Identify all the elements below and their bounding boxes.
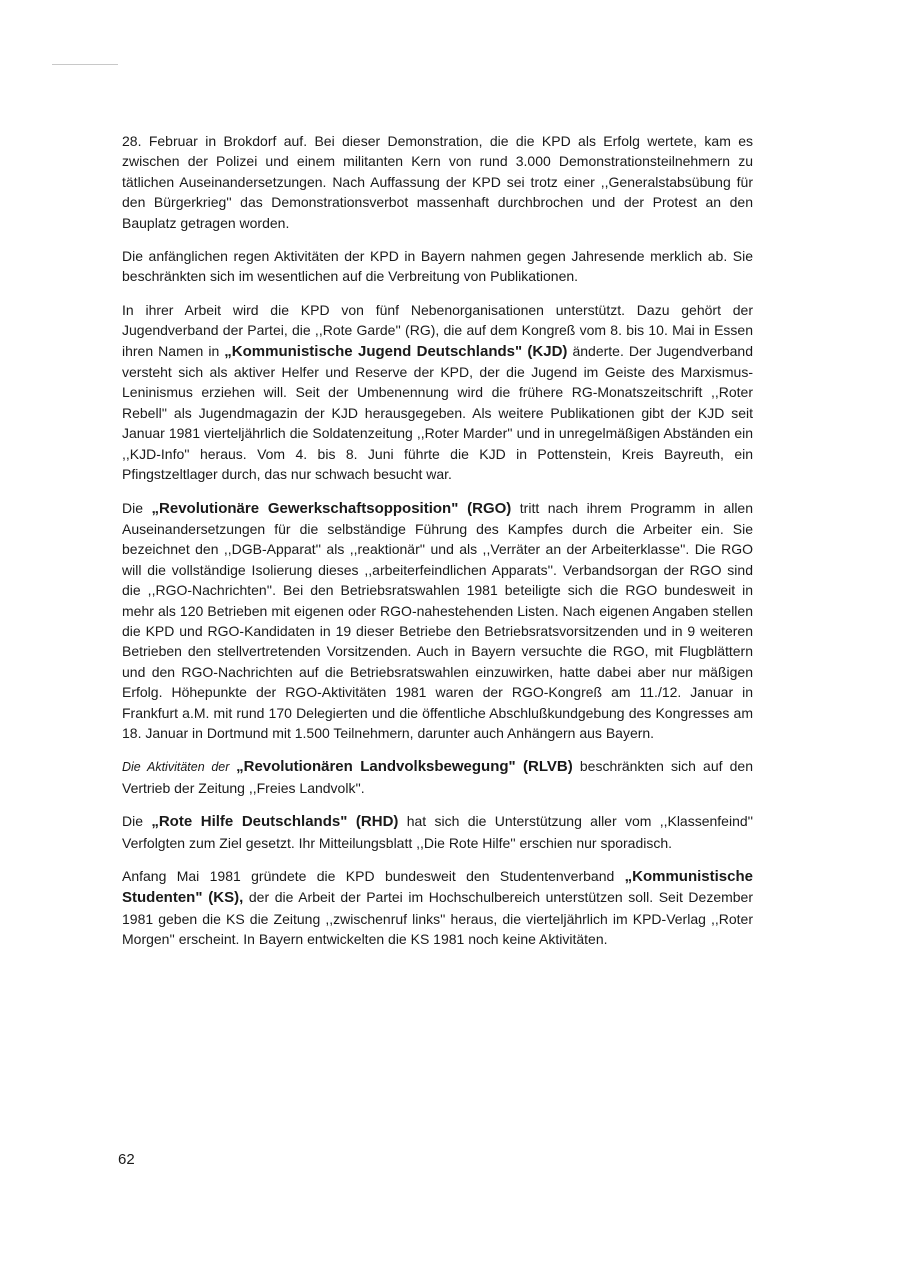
- paragraph-text: Die anfänglichen regen Aktivitäten der KPD in Bayern nahmen gegen Jahresende merklich ab. Sie beschränkten sich im wesentlichen auf die Verbreitung von Publikationen.: [122, 248, 753, 285]
- paragraph-text: Anfang Mai 1981 gründete die KPD bundesweit den Studentenverband: [122, 868, 625, 884]
- organization-name-rgo: „Revolutionäre Gewerkschaftsopposition" (RGO): [151, 499, 512, 517]
- paragraph-text: beschränkten sich auf den Vertrieb der Zeitung ,,Freies Landvolk''.: [122, 758, 753, 796]
- paragraph-text: 28. Februar in Brokdorf auf. Bei dieser Demonstration, die die KPD als Erfolg wertete, kam es zwischen der Polizei und einem militanten Kern von rund 3.000 Demonstrationsteilnehmern zu tätlichen Auseinandersetzungen. Nach Auffassung der KPD sei trotz einer ,,Generalstabsübung für den Bürgerkrieg'' das Demonstrationsverbot massenhaft durchbrochen und der Protest an den Bauplatz getragen worden.: [122, 133, 753, 231]
- paragraph-text: Die: [122, 813, 152, 830]
- organization-name-kjd: „Kommunistische Jugend Deutschlands" (KJD): [224, 342, 568, 360]
- paragraph-text: der die Arbeit der Partei im Hochschulbereich unterstützen soll. Seit Dezember 1981 geben die KS die Zeitung ,,zwischenruf links'' heraus, die vierteljährlich im KPD-Verlag ,,Roter Morgen'' erscheint. In Bayern entwickelten die KS 1981 noch keine Aktivitäten.: [122, 889, 754, 948]
- paragraph-kjd: [122, 300, 753, 485]
- paragraph-text: Die: [122, 499, 152, 516]
- organization-name-ks: „Kommunistische Studenten" (KS),: [122, 868, 753, 907]
- paragraph-text: Die Aktivitäten der: [122, 760, 237, 775]
- organization-name-rhd: „Rote Hilfe Deutschlands" (RHD): [151, 813, 399, 831]
- paragraph-ks: [122, 866, 753, 950]
- paragraph-text: In ihrer Arbeit wird die KPD von fünf Nebenorganisationen unterstützt. Dazu gehört der Jugendverband der Partei, die ,,Rote Garde'' (RG), die auf dem Kongreß vom 8. bis 10. Mai in Essen ihren Namen in: [122, 301, 753, 359]
- paragraph-rgo: [122, 498, 753, 744]
- document-body: [122, 131, 753, 963]
- paragraph-activities-decline: [122, 246, 753, 287]
- paragraph-text: änderte. Der Jugendverband versteht sich als aktiver Helfer und Reserve der KPD, der die Jugend im Geiste des Marxismus-Leninismus erziehen will. Seit der Umbenennung wird die frühere RG-Monatszeitschrift ,,Roter Rebell'' als Jugendmagazin der KJD herausgegeben. Als weitere Publikationen gibt der KJD seit Januar 1981 vierteljährlich die Soldatenzeitung ,,Roter Marder'' und in unregelmäßigen Abständen ein ,,KJD-Info'' heraus. Vom 4. bis 8. Juni führte die KJD in Pottenstein, Kreis Bayreuth, ein Pfingstzeltlager durch, das nur schwach besucht war.: [122, 342, 754, 483]
- paragraph-text: tritt nach ihrem Programm in allen Auseinandersetzungen für die selbständige Führung des Kampfes durch die Arbeiter ein. Sie bezeichnet den ,,DGB-Apparat'' als ,,reaktionär'' und als ,,Verräter an der Arbeiterklasse''. Die RGO will die vollständige Isolierung dieses ,,arbeiterfeindlichen Apparats''. Verbandsorgan der RGO sind die ,,RGO-Nachrichten''. Bei den Betriebsratswahlen 1981 beteiligte sich die RGO bundesweit in mehr als 120 Betrieben mit eigenen oder RGO-nahestehenden Listen. Nach eigenen Angaben stellen die KPD und RGO-Kandidaten in 19 dieser Betriebe den Betriebsratsvorsitzenden und in 9 weiteren Betrieben den stellvertretenden Vorsitzenden. Auch in Bayern versuchte die RGO, mit Flugblättern und den RGO-Nachrichten auf die Betriebsratswahlen einzuwirken, hatte dabei aber nur mäßigen Erfolg. Höhepunkte der RGO-Aktivitäten 1981 waren der RGO-Kongreß am 11./12. Januar in Frankfurt a.M. mit rund 170 Delegierten und die öffentliche Abschlußkundgebung des Kongresses am 18. Januar in Dortmund mit 1.500 Teilnehmern, darunter auch Anhängern aus Bayern.: [122, 499, 753, 741]
- paragraph-text: hat sich die Unterstützung aller vom ,,Klassenfeind'' Verfolgten zum Ziel gesetzt. Ihr Mitteilungsblatt ,,Die Rote Hilfe'' erschien nur sporadisch.: [122, 813, 753, 851]
- organization-name-rlvb: „Revolutionären Landvolksbewegung" (RLVB): [236, 758, 573, 776]
- paragraph-rlvb: [122, 756, 753, 798]
- page-number: 62: [118, 1151, 135, 1168]
- page-edge-mark: [52, 64, 118, 65]
- paragraph-brokdorf-demonstration: [122, 131, 753, 233]
- paragraph-rhd: [122, 811, 753, 853]
